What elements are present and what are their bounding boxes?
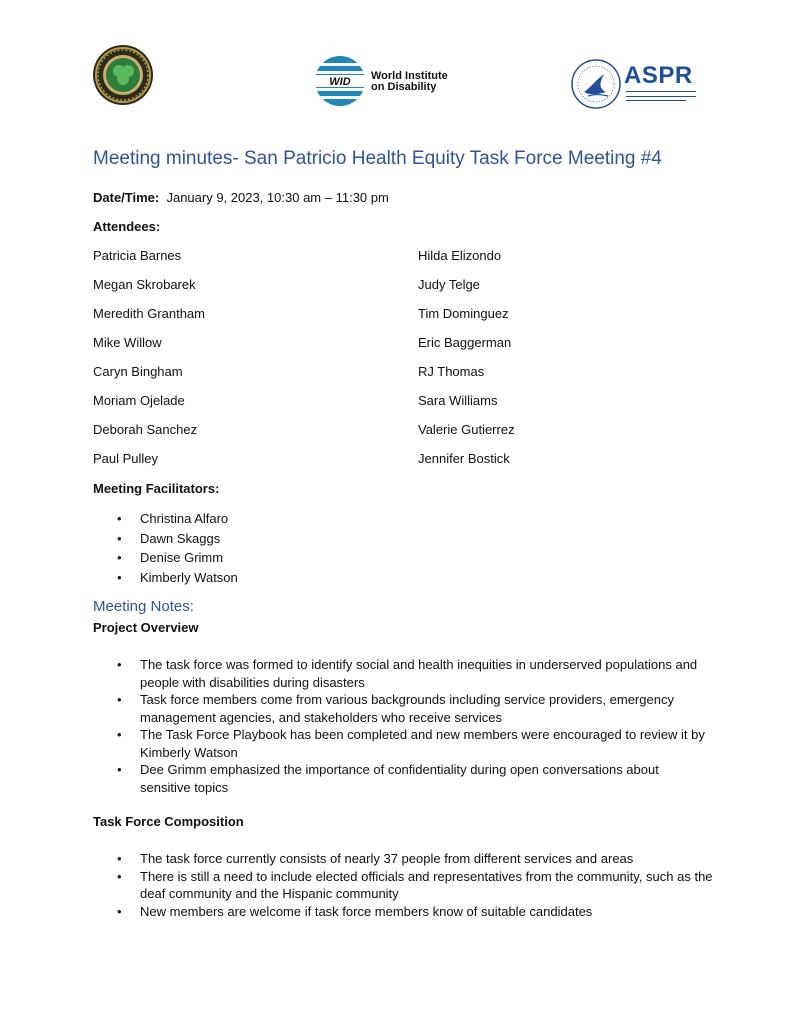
list-item: • The task force was formed to identify social and health inequities in underserved populations and people with disabilities during disasters <box>93 656 713 691</box>
hhs-seal-icon <box>570 58 622 110</box>
list-item: • Task force members come from various backgrounds including service providers, emergency management agencies, and stakeholders who receive services <box>93 691 713 726</box>
attendee-name: Deborah Sanchez <box>93 422 198 437</box>
list-item: • Dawn Skaggs <box>93 529 238 549</box>
aspr-logo <box>570 56 695 112</box>
wid-name <box>371 71 448 93</box>
attendee-name: Hilda Elizondo <box>418 248 502 263</box>
aspr-wordmark: ASPR <box>624 62 693 89</box>
list-item: • The Task Force Playbook has been completed and new members were encouraged to review it by Kimberly Watson <box>93 726 713 761</box>
attendee-name: Sara Williams <box>418 393 498 408</box>
attendee-name: Judy Telge <box>418 277 480 292</box>
attendee-name: RJ Thomas <box>418 364 485 379</box>
attendee-name: Jennifer Bostick <box>418 451 510 466</box>
wid-logo <box>314 55 464 109</box>
svg-text:WID: WID <box>329 76 351 88</box>
meeting-notes-heading: Meeting Notes: <box>93 598 194 615</box>
list-item: • Christina Alfaro <box>93 509 238 529</box>
aspr-tagline-line <box>626 91 696 95</box>
county-seal-logo <box>92 44 154 106</box>
datetime-label: Date/Time: <box>93 190 160 205</box>
list-item: • New members are welcome if task force members know of suitable candidates <box>93 903 713 921</box>
facilitators-label: Meeting Facilitators: <box>93 481 220 496</box>
attendee-name: Megan Skrobarek <box>93 277 196 292</box>
document-title: Meeting minutes- San Patricio Health Equity Task Force Meeting #4 <box>93 148 662 169</box>
attendee-name: Patricia Barnes <box>93 248 182 263</box>
composition-label: Task Force Composition <box>93 814 244 829</box>
wid-name-line1: World Institute <box>371 70 448 82</box>
composition-list <box>93 850 713 920</box>
attendee-name: Meredith Grantham <box>93 306 205 321</box>
wid-name-line2: on Disability <box>371 81 437 93</box>
project-overview-label: Project Overview <box>93 620 199 635</box>
aspr-tagline-line <box>626 96 696 97</box>
project-overview-list <box>93 656 713 796</box>
globe-icon <box>314 55 366 107</box>
attendee-name: Caryn Bingham <box>93 364 183 379</box>
attendees-label: Attendees: <box>93 219 161 234</box>
list-item: • Dee Grimm emphasized the importance of confidentiality during open conversations about sensitive topics <box>93 761 713 796</box>
attendee-name: Valerie Gutierrez <box>418 422 515 437</box>
list-item: • The task force currently consists of nearly 37 people from different services and areas <box>93 850 713 868</box>
facilitators-list <box>93 509 238 587</box>
datetime-line <box>93 190 389 205</box>
aspr-tagline-line <box>626 100 686 101</box>
datetime-value: January 9, 2023, 10:30 am – 11:30 pm <box>166 190 389 205</box>
attendee-name: Mike Willow <box>93 335 162 350</box>
attendee-name: Paul Pulley <box>93 451 159 466</box>
attendee-name: Tim Dominguez <box>418 306 509 321</box>
attendee-name: Moriam Ojelade <box>93 393 185 408</box>
list-item: • Kimberly Watson <box>93 568 238 588</box>
attendee-name: Eric Baggerman <box>418 335 512 350</box>
list-item: • Denise Grimm <box>93 548 238 568</box>
list-item: • There is still a need to include elected officials and representatives from the community, such as the deaf community and the Hispanic community <box>93 868 713 903</box>
